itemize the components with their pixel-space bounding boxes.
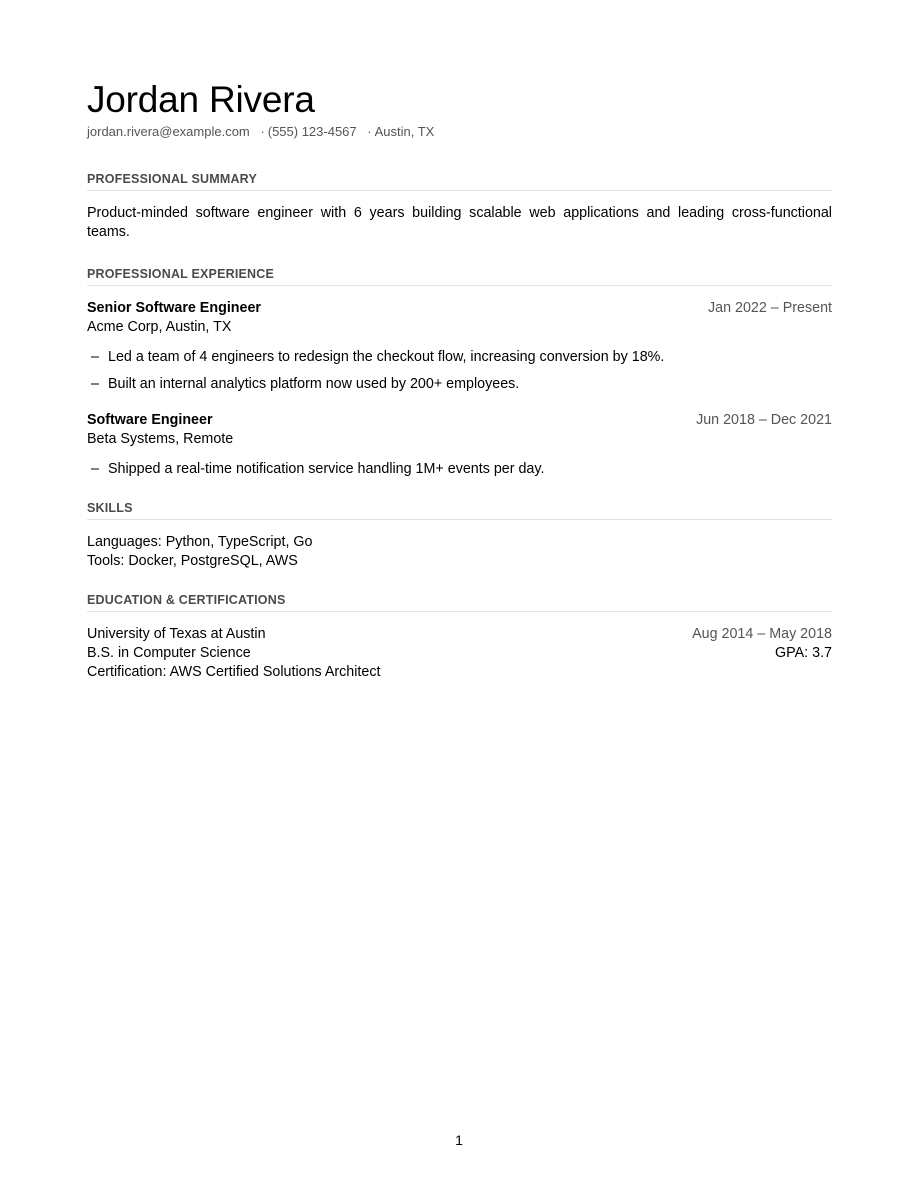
bullet-text: Led a team of 4 engineers to redesign the checkout flow, increasing conversion by 18%.	[108, 349, 665, 365]
section-title: EDUCATION & CERTIFICATIONS	[87, 593, 832, 612]
list-item	[87, 375, 832, 394]
contact-phone: (555) 123-4567	[267, 124, 357, 139]
company-name: Beta Systems, Remote	[87, 431, 234, 447]
job-entry	[87, 411, 832, 479]
contact-email: jordan.rivera@example.com	[87, 124, 250, 139]
job-company	[87, 430, 832, 449]
education-degree-row	[87, 644, 832, 663]
list-item	[87, 460, 832, 479]
job-company	[87, 318, 832, 337]
candidate-name: Jordan Rivera	[87, 79, 315, 120]
job-title: Software Engineer	[87, 412, 213, 428]
company-name: Acme Corp, Austin, TX	[87, 319, 232, 335]
gpa: GPA: 3.7	[775, 645, 832, 661]
section-title: SKILLS	[87, 501, 832, 520]
contact-location: Austin, TX	[374, 124, 435, 139]
job-entry	[87, 299, 832, 394]
section-title: PROFESSIONAL EXPERIENCE	[87, 267, 832, 286]
list-item	[87, 348, 832, 367]
bullet-text: Shipped a real-time notification service handling 1M+ events per day.	[108, 461, 545, 477]
job-dates: Jun 2018 – Dec 2021	[696, 412, 832, 428]
skills-languages: Languages: Python, TypeScript, Go	[87, 534, 313, 550]
bullet-text: Built an internal analytics platform now used by 200+ employees.	[108, 376, 520, 392]
skills-section	[87, 501, 832, 571]
degree: B.S. in Computer Science	[87, 645, 251, 661]
education-entry	[87, 625, 832, 682]
contact-separator: ·	[260, 124, 265, 139]
bullet-marker: –	[91, 376, 99, 392]
education-dates: Aug 2014 – May 2018	[692, 626, 832, 642]
skills-list	[87, 533, 832, 571]
job-title: Senior Software Engineer	[87, 300, 261, 316]
bullet-marker: –	[91, 349, 99, 365]
job-header	[87, 411, 832, 430]
job-dates: Jan 2022 – Present	[708, 300, 832, 316]
job-header	[87, 299, 832, 318]
page-number: 1	[455, 1132, 463, 1148]
job-bullets	[87, 348, 832, 394]
education-section	[87, 593, 832, 682]
school-name: University of Texas at Austin	[87, 626, 266, 642]
education-header	[87, 625, 832, 644]
skills-tools: Tools: Docker, PostgreSQL, AWS	[87, 553, 298, 569]
certification-row	[87, 663, 832, 682]
resume-page	[87, 78, 832, 682]
contact-line	[87, 124, 832, 140]
experience-section	[87, 267, 832, 479]
summary-section	[87, 172, 832, 242]
job-bullets	[87, 460, 832, 479]
bullet-marker: –	[91, 461, 99, 477]
section-title: PROFESSIONAL SUMMARY	[87, 172, 832, 191]
contact-separator: ·	[367, 124, 372, 139]
certification: Certification: AWS Certified Solutions Architect	[87, 664, 381, 680]
summary-text: Product-minded software engineer with 6 years building scalable web applications and leading cross-functional teams.	[87, 205, 832, 240]
